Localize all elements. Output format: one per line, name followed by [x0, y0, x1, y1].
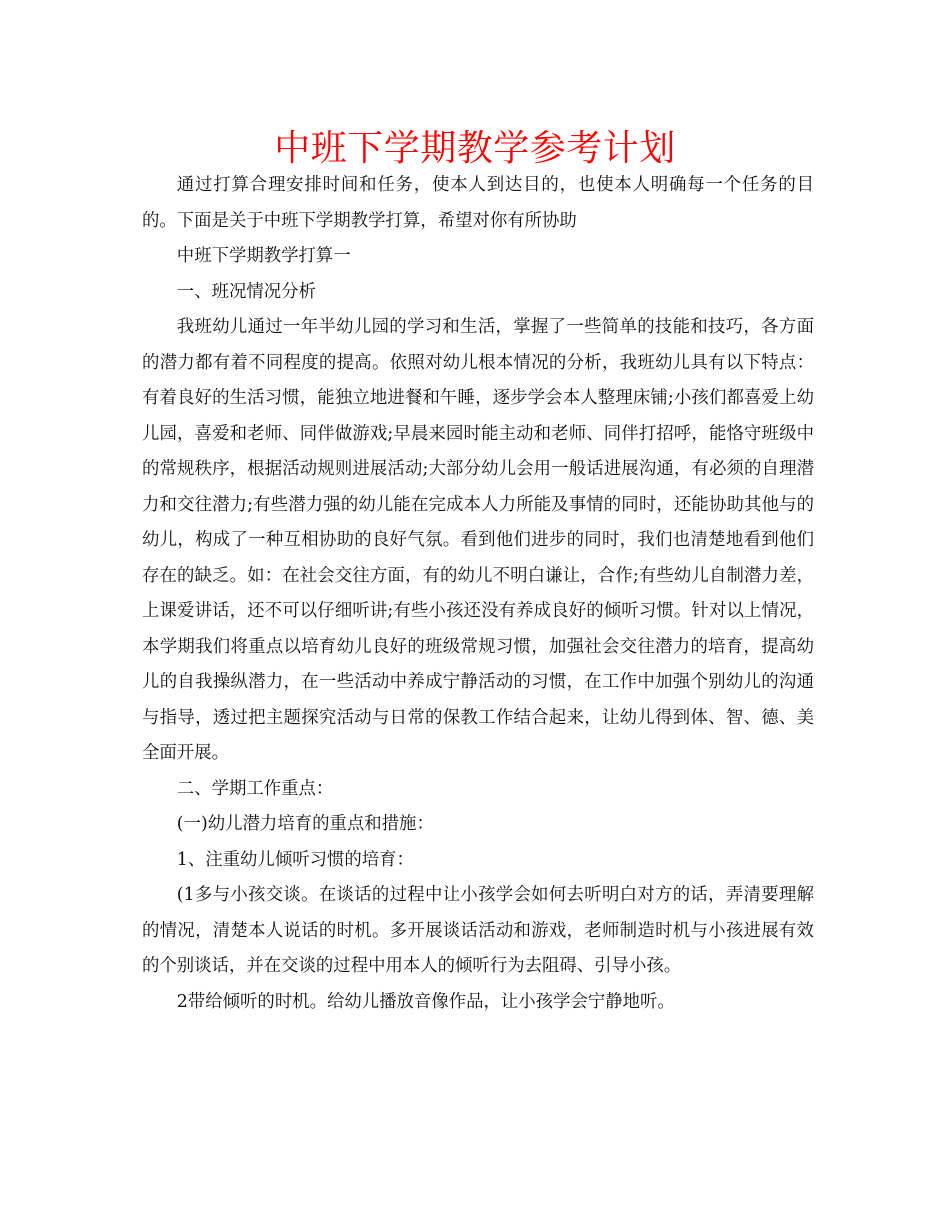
- plan-subtitle: 中班下学期教学打算一: [176, 246, 351, 266]
- intro-paragraph: 通过打算合理安排时间和任务，使本人到达目的，也使本人明确每一个任务的目的。下面是关于中班下学期教学打算，希望对你有所协助: [142, 175, 814, 231]
- section-heading-work-focus: 二、学期工作重点：: [176, 778, 334, 799]
- listening-point-1: (1多与小孩交谈。在谈话的过程中让小孩学会如何去听明白对方的话，弄清要理解的情况，清楚本人说话的时机。多开展谈话活动和游戏，老师制造时机与小孩进展有效的个别谈话，并在交谈的过程中用本人的倾听行为去阻碍、引导小孩。: [142, 885, 814, 976]
- section-heading-class-analysis: 一、班况情况分析: [176, 281, 316, 302]
- document-title: 中班下学期教学参考计划: [274, 128, 676, 169]
- document-body: [142, 168, 814, 1020]
- class-analysis-paragraph: 我班幼儿通过一年半幼儿园的学习和生活，掌握了一些简单的技能和技巧，各方面的潜力都有着不同程度的提高。依照对幼儿根本情况的分析，我班幼儿具有以下特点：有着良好的生活习惯，能独立地进餐和午睡，逐步学会本人整理床铺;小孩们都喜爱上幼儿园，喜爱和老师、同伴做游戏;早晨来园时能主动和老师、同伴打招呼，能恪守班级中的常规秩序，根据活动规则进展活动;大部分幼儿会用一般话进展沟通，有必须的自理潜力和交往潜力;有些潜力强的幼儿能在完成本人力所能及事情的同时，还能协助其他与的幼儿，构成了一种互相协助的良好气氛。看到他们进步的同时，我们也清楚地看到他们存在的缺乏。如：在社会交往方面，有的幼儿不明白谦让，合作;有些幼儿自制潜力差，上课爱讲话，还不可以仔细听讲;有些小孩还没有养成良好的倾听习惯。针对以上情况，本学期我们将重点以培育幼儿良好的班级常规习惯，加强社会交往潜力的培育，提高幼儿的自我操纵潜力，在一些活动中养成宁静活动的习惯，在工作中加强个别幼儿的沟通与指导，透过把主题探究活动与日常的保教工作结合起来，让幼儿得到体、智、德、美全面开展。: [142, 317, 814, 763]
- item-heading-listening-habits: 1、注重幼儿倾听习惯的培育：: [176, 849, 414, 870]
- subsection-heading-ability-training: (一)幼儿潜力培育的重点和措施：: [176, 814, 434, 834]
- listening-point-2: 2带给倾听的时机。给幼儿播放音像作品，让小孩学会宁静地听。: [176, 991, 675, 1012]
